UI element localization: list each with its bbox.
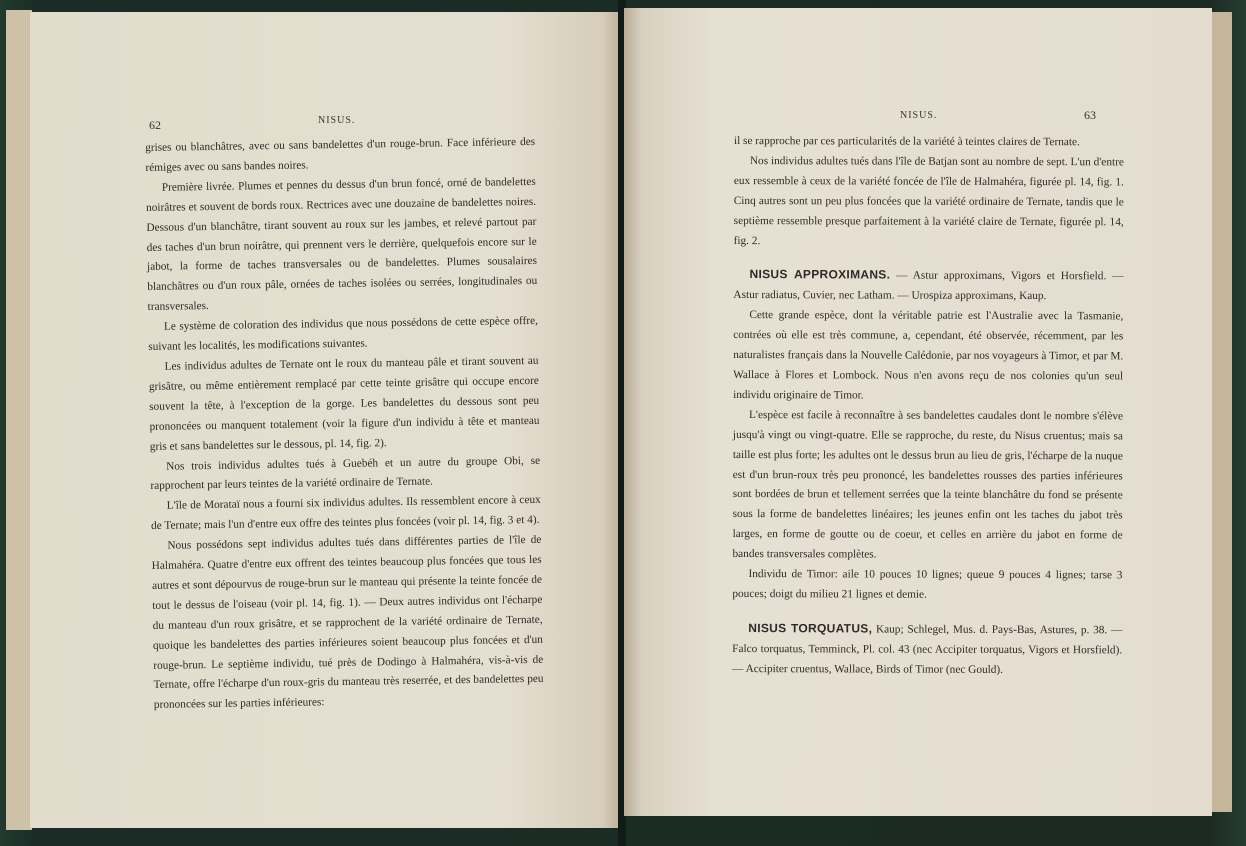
left-paragraph-1: grises ou blanchâtres, avec ou sans bandelettes d'un rouge-brun. Face inférieure des rémiges avec ou sans bandes noires. <box>145 135 536 174</box>
right-page-text <box>732 132 1124 681</box>
species-torquatus-name: NISUS TORQUATUS, <box>748 620 873 636</box>
left-paragraph-4: Les individus adultes de Ternate ont le roux du manteau pâle et tirant souvent au grisâtre, ou même entièrement remplacé par cette teinte grisâtre qui occupe encore souvent la tête, à l'exception de la gorge. Les bandelettes du dessous sont peu prononcées ou manquent totalement (voir la figure d'un individu à tête et manteau gris et sans bandelettes sur le dessous, pl. 14, fig. 2). <box>148 354 540 453</box>
species-torquatus-synonymy: Kaup; Schlegel, Mus. d. Pays-Bas, Astures, p. 38. — Falco torquatus, Temminck, Pl. col. 43 (nec Accipiter torquatus, Vigors et Horsfield). — Accipiter cruentus, Wallace, Birds of Timor (nec Gould). <box>732 623 1123 676</box>
species-approximans-synonymy: — Astur approximans, Vigors et Horsfield. — Astur radiatus, Cuvier, nec Latham. — Urospiza approximans, Kaup. <box>733 270 1124 303</box>
left-page-number: 62 <box>149 118 161 132</box>
right-paragraph-2: Nos individus adultes tués dans l'île de Batjan sont au nombre de sept. L'un d'entre eux ressemble à ceux de la variété foncée de l'île de Halmahéra, figurée pl. 14, fig. 1. Cinq autres sont un peu plus foncées que la variété ordinaire de Ternate, tandis que le septième ressemble presque parfaitement à la variété claire de Ternate, figurée pl. 14, fig. 2. <box>733 154 1124 247</box>
approximans-measurements: Individu de Timor: aile 10 pouces 10 lignes; queue 9 pouces 4 lignes; tarse 3 pouces; doigt du milieu 21 lignes et demie. <box>732 568 1123 601</box>
left-paragraph-7: Nous possédons sept individus adultes tués dans différentes parties de l'île de Halmahéra. Quatre d'entre eux offrent des teintes beaucoup plus foncées que tous les autres et sont dépourvus de rouge-brun sur le manteau qui présente la teinte foncée de tout le dessus de l'oiseau (voir pl. 14, fig. 1). — Deux autres individus ont l'écharpe du manteau d'un roux grisâtre, et se rapprochent de la variété ordinaire de Ternate, quoique les bandelettes des parties inférieures soient beaucoup plus foncées et d'un rouge-brun. Le septième individu, tué près de Dodingo à Halmahéra, vis-à-vis de Ternate, offre l'écharpe d'un roux-gris du manteau très reserrée, et des bandelettes peu prononcées sur les parties inférieures: <box>151 533 544 712</box>
left-paragraph-5: Nos trois individus adultes tués à Guebéh et un autre du groupe Obi, se rapprochent par leurs teintes de la variété ordinaire de Ternate. <box>150 454 541 493</box>
right-paragraph-1: il se rapproche par ces particularités de la variété à teintes claires de Ternate. <box>733 134 1080 149</box>
left-paragraph-2: Première livrée. Plumes et pennes du dessus d'un brun foncé, orné de bandelettes noirâtres et souvent de bords roux. Rectrices avec une douzaine de bandelettes noires. Dessous d'un blanchâtre, tirant souvent au roux sur les jambes, et relevé partout par des taches d'un brun noirâtre, qui prennent vers le derrière, quelquefois encore sur le jabot, la forme de taches transversales ou de bandelettes. Plumes sousalaires blanchâtres ou d'un roux pâle, ornées de taches isolées ou serrées, longitudinales ou transversales. <box>145 175 538 314</box>
approximans-paragraph-2: L'espèce est facile à reconnaître à ses bandelettes caudales dont le nombre s'élève jusqu'à vingt ou vingt-quatre. Elle se rapproche, du reste, du Nisus cruentus; mais sa taille est plus forte; les adultes ont le dessus brun au lieu de gris, l'écharpe de la nuque est d'un brun-roux très peu prononcé, les bandelettes rousses des parties inférieures sont bordées de brun et tellement serrées que la teinte blanchâtre du fond se présente sous la forme de bandelettes linéaires; les jeunes enfin ont les taches du jabot très larges, en forme de goutte ou de coeur, et celles en arrière du jabot en forme de bandes transversales complètes. <box>732 408 1124 561</box>
left-page <box>30 12 620 828</box>
right-running-head: NISUS. <box>900 110 938 121</box>
left-page-text <box>145 133 544 716</box>
right-page <box>624 8 1212 816</box>
species-approximans-name: NISUS APPROXIMANS. <box>749 267 891 282</box>
right-page-number: 63 <box>1084 108 1096 122</box>
species-torquatus-heading <box>732 619 1122 681</box>
left-paragraph-6: L'île de Morataï nous a fourni six individus adultes. Ils ressemblent encore à ceux de Ternate; mais l'un d'entre eux offre des teintes plus foncées (voir pl. 14, fig. 3 et 4). <box>150 494 541 533</box>
species-approximans-heading <box>733 265 1123 307</box>
right-page-edges <box>1210 12 1232 812</box>
left-paragraph-3: Le système de coloration des individus que nous possédons de cette espèce offre, suivant les localités, les modifications suivantes. <box>148 315 539 354</box>
approximans-paragraph-1: Cette grande espèce, dont la véritable patrie est l'Australie avec la Tasmanie, contrées où elle est très commune, a, cependant, été observée, récemment, par les naturalistes français dans la Nouvelle Calédonie, par nos voyageurs à Timor, et par M. Wallace à Flores et Lombock. Nous n'en avons reçu de nos colonies qu'un seul individu originaire de Timor. <box>733 309 1124 402</box>
left-page-edges <box>6 10 32 830</box>
left-running-head: NISUS. <box>318 115 356 126</box>
